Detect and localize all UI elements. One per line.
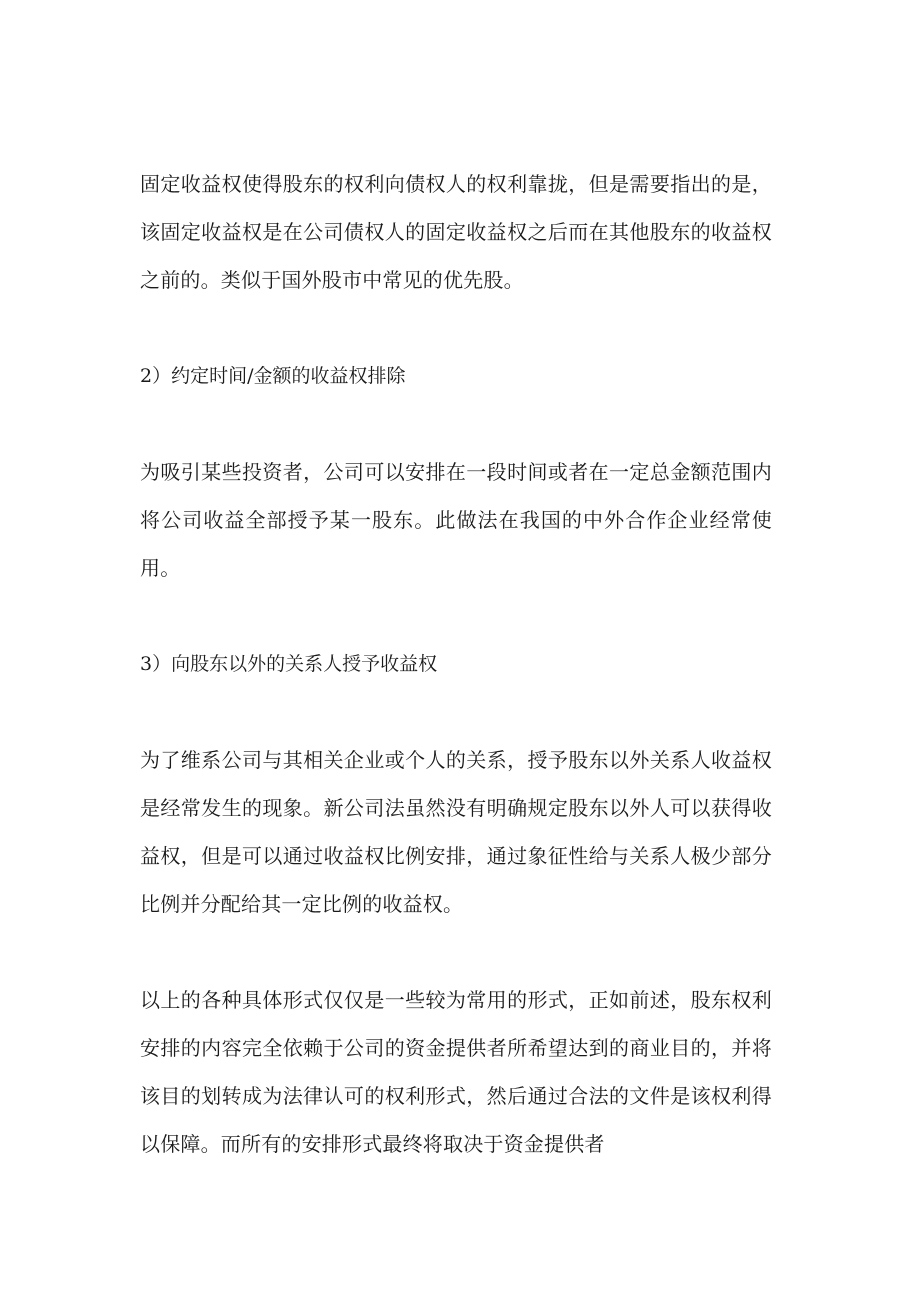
document-body bbox=[140, 160, 772, 1216]
paragraph-summary: 以上的各种具体形式仅仅是一些较为常用的形式，正如前述，股东权利安排的内容完全依赖于公司的资金提供者所希望达到的商业目的，并将该目的划转成为法律认可的权利形式，然后通过合法的文件是该权利得以保障。而所有的安排形式最终将取决于资金提供者 bbox=[140, 988, 772, 1156]
paragraph-related-party-grant: 为了维系公司与其相关企业或个人的关系，授予股东以外关系人收益权是经常发生的现象。新公司法虽然没有明确规定股东以外人可以获得收益权，但是可以通过收益权比例安排，通过象征性给与关系人极少部分比例并分配给其一定比例的收益权。 bbox=[140, 748, 772, 916]
section-heading-time-amount-exclusion: 2）约定时间/金额的收益权排除 bbox=[140, 365, 406, 387]
paragraph-fixed-income-right: 固定收益权使得股东的权利向债权人的权利靠拢，但是需要指出的是，该固定收益权是在公司债权人的固定收益权之后而在其他股东的收益权之前的。类似于国外股市中常见的优先股。 bbox=[140, 172, 772, 292]
paragraph-time-amount-exclusion: 为吸引某些投资者，公司可以安排在一段时间或者在一定总金额范围内将公司收益全部授予某一股东。此做法在我国的中外合作企业经常使用。 bbox=[140, 460, 772, 580]
section-heading-related-party-grant: 3）向股东以外的关系人授予收益权 bbox=[140, 653, 438, 675]
